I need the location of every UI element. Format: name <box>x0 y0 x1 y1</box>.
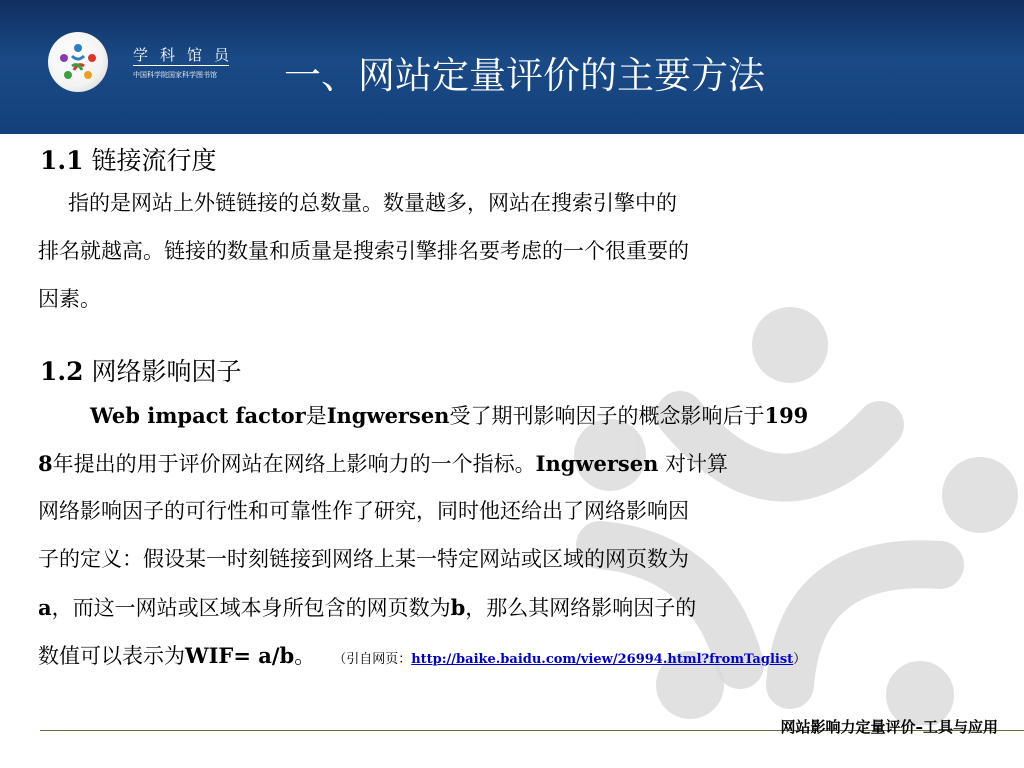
logo-title: 学科馆员 <box>133 46 242 64</box>
logo-subtitle: 中国科学院国家科学图书馆 <box>133 71 217 79</box>
section-1-line-2: 排名就越高。链接的数量和质量是搜索引擎排名要考虑的一个很重要的 <box>38 239 689 263</box>
section-2-line-3: 网络影响因子的可行性和可靠性作了研究，同时他还给出了网络影响因 <box>38 499 689 523</box>
section-2-line-5: a，而这一网站或区域本身所包含的网页数为b，那么其网络影响因子的 <box>38 595 697 620</box>
citation-link[interactable]: http://baike.baidu.com/view/26994.html?fromTaglist <box>411 652 794 667</box>
footer-text: 网站影响力定量评价–工具与应用 <box>780 718 998 736</box>
library-logo-icon <box>48 32 108 92</box>
section-1-line-3: 因素。 <box>38 287 101 311</box>
section-1-body <box>38 188 938 332</box>
section-2-body <box>38 400 938 688</box>
citation: （引自网页：http://baike.baidu.com/view/26994.html?fromTaglist） <box>333 652 807 667</box>
section-2-line-1: Web impact factor是Ingwersen受了期刊影响因子的概念影响后于199 <box>90 403 809 428</box>
section-1-line-1: 指的是网站上外链链接的总数量。数量越多，网站在搜索引擎中的 <box>68 191 677 215</box>
header-divider <box>0 134 1024 140</box>
logo-rule <box>133 65 229 66</box>
slide-title: 一、网站定量评价的主要方法 <box>284 54 765 97</box>
section-2-line-4: 子的定义：假设某一时刻链接到网络上某一特定网站或区域的网页数为 <box>38 547 689 571</box>
section-2-line-2: 8年提出的用于评价网站在网络上影响力的一个指标。Ingwersen 对计算 <box>38 451 729 476</box>
section-1-heading: 1.1 链接流行度 <box>40 146 217 175</box>
section-2-heading: 1.2 网络影响因子 <box>40 357 242 386</box>
section-2-line-6: 数值可以表示为WIF= a/b。 （引自网页：http://baike.baidu.com/view/26994.html?fromTaglist） <box>38 643 807 668</box>
